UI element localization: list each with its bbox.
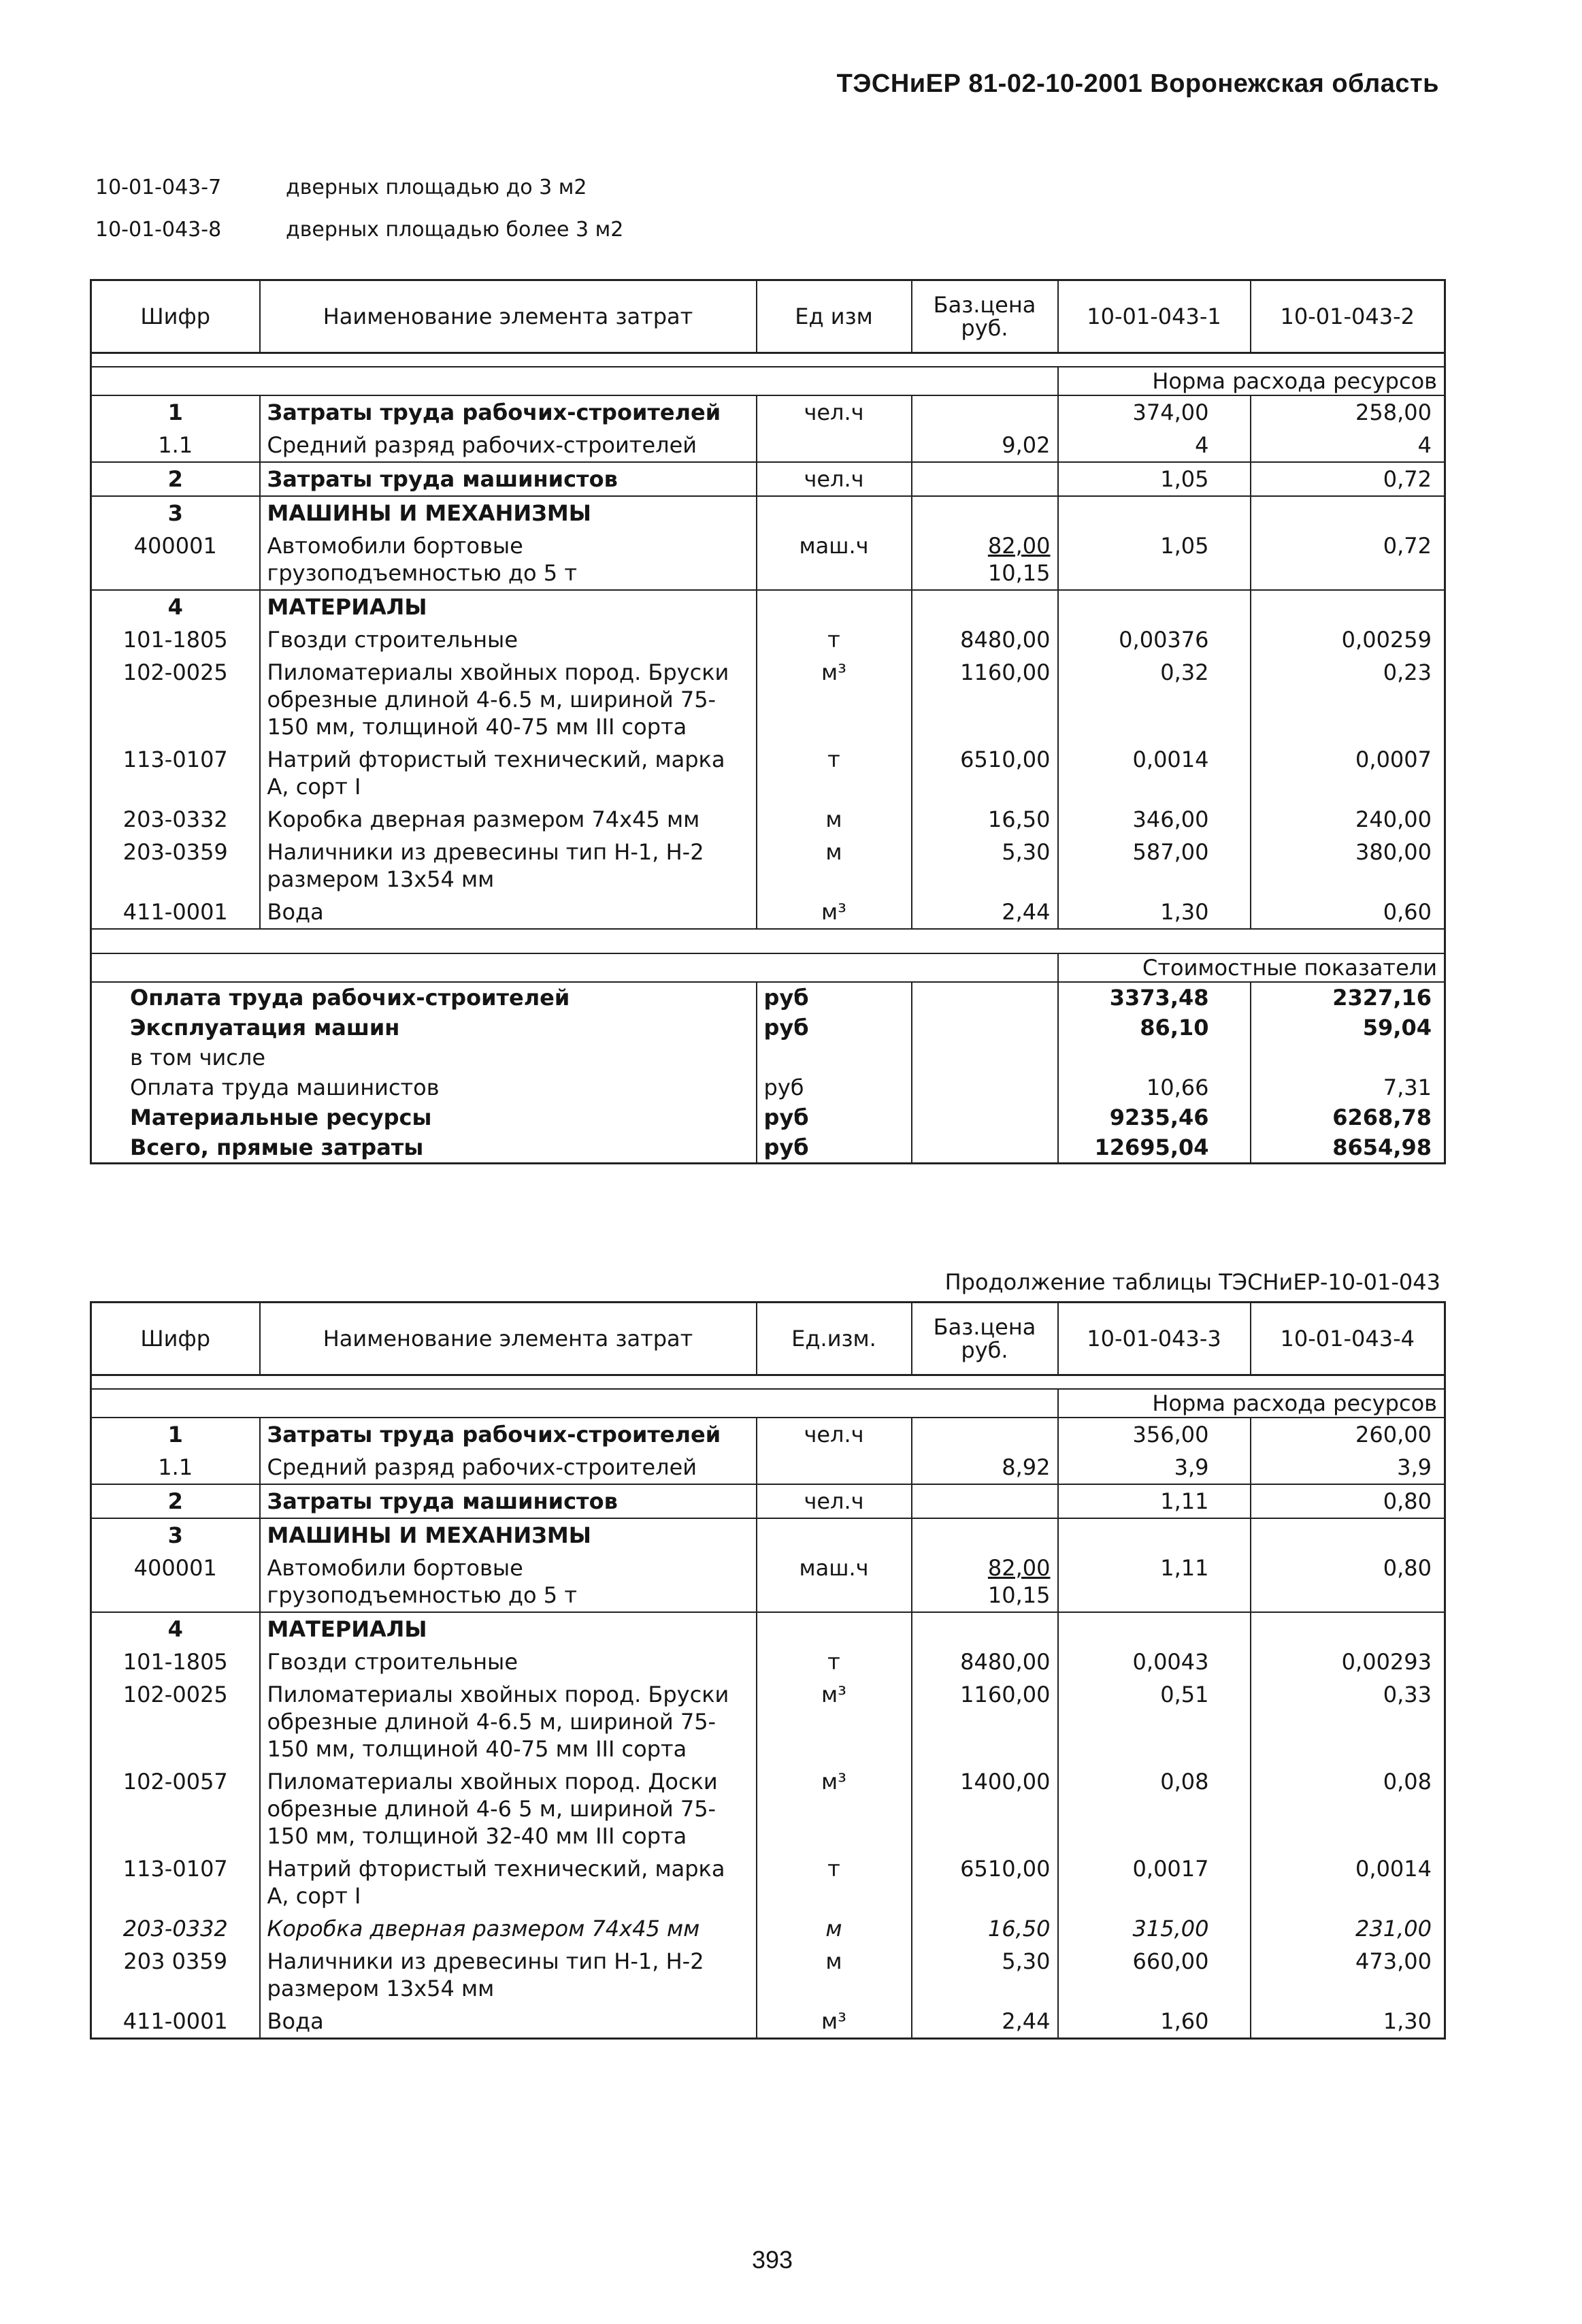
summary-empty	[912, 1073, 1058, 1102]
table-row	[91, 803, 1445, 836]
row-name: Затраты труда машинистов	[260, 1484, 757, 1518]
row-value-1	[1058, 1518, 1251, 1552]
header-cell: Баз.цена руб.	[912, 1303, 1058, 1375]
row-name: МАТЕРИАЛЫ	[260, 1612, 757, 1646]
row-name: Коробка дверная размером 74х45 мм	[260, 1912, 757, 1945]
row-code: 102-0025	[122, 659, 228, 685]
row-value-1	[1058, 496, 1251, 529]
row-code: 4	[91, 1612, 260, 1646]
pre-item-text: дверных площадью до 3 м2	[286, 176, 587, 199]
row-value-2: 0,23	[1251, 656, 1445, 743]
row-price	[912, 496, 1058, 529]
row-value-1: 0,00376	[1058, 623, 1251, 656]
row-price: 2,44	[912, 896, 1058, 929]
row-code: 1	[91, 1418, 260, 1451]
header-cell: 10-01-043-1	[1058, 280, 1251, 353]
row-value-1: 660,00	[1058, 1945, 1251, 2005]
summary-row	[91, 1013, 1445, 1043]
row-price: 2,44	[912, 2005, 1058, 2039]
summary-row	[91, 1073, 1445, 1102]
continuation-caption: Продолжение таблицы ТЭСНиЕР-10-01-043	[944, 1269, 1440, 1295]
row-value-2: 380,00	[1251, 836, 1445, 896]
row-unit: м	[757, 836, 912, 896]
row-price: 9,02	[912, 429, 1058, 462]
row-value-1: 1,11	[1058, 1552, 1251, 1612]
row-value-1: 1,05	[1058, 462, 1251, 496]
header-cell: Наименование элемента затрат	[260, 280, 757, 353]
summary-empty	[912, 1102, 1058, 1132]
table-row	[91, 1765, 1445, 1852]
row-value-2: 1,30	[1251, 2005, 1445, 2039]
table-row	[91, 1418, 1445, 1451]
table-row	[91, 1484, 1445, 1518]
row-name: Затраты труда рабочих-строителей	[260, 1418, 757, 1451]
page-number: 393	[752, 2246, 793, 2274]
row-unit	[757, 1518, 912, 1552]
row-value-1: 0,0014	[1058, 743, 1251, 803]
row-unit: м³	[757, 656, 912, 743]
row-code: 400001	[133, 1555, 217, 1581]
row-value-1: 4	[1058, 429, 1251, 462]
pre-item	[95, 218, 623, 242]
row-name: Наличники из древесины тип Н-1, Н-2 размером 13х54 мм	[260, 836, 757, 896]
row-price: 16,50	[912, 803, 1058, 836]
row-name: Затраты труда машинистов	[260, 462, 757, 496]
row-value-1: 1,60	[1058, 2005, 1251, 2039]
summary-name: Материальные ресурсы	[130, 1104, 432, 1130]
row-unit	[757, 429, 912, 462]
resource-table-2	[90, 1301, 1446, 2040]
row-name: Наличники из древесины тип Н-1, Н-2 размером 13х54 мм	[260, 1945, 757, 2005]
row-price: 8,92	[912, 1451, 1058, 1484]
norm-label: Норма расхода ресурсов	[1058, 367, 1445, 395]
row-name: Вода	[260, 896, 757, 929]
row-value-2: 0,72	[1251, 529, 1445, 590]
row-unit: маш.ч	[757, 1552, 912, 1612]
summary-unit	[757, 1043, 912, 1073]
header-cell: Баз.цена руб.	[912, 280, 1058, 353]
row-name: Натрий фтористый технический, марка А, сорт I	[260, 743, 757, 803]
row-price: 1160,00	[912, 656, 1058, 743]
summary-body	[91, 982, 1445, 1164]
row-name: МАТЕРИАЛЫ	[260, 590, 757, 623]
price-wage: 10,15	[987, 560, 1051, 586]
row-unit: чел.ч	[757, 1418, 912, 1451]
table-row	[91, 1552, 1445, 1612]
row-value-2: 4	[1251, 429, 1445, 462]
pre-item-code: 10-01-043-7	[95, 176, 222, 199]
row-code: 101-1805	[122, 627, 228, 653]
norm-label-row	[91, 1389, 1445, 1418]
row-value-1: 1,05	[1058, 529, 1251, 590]
row-unit: т	[757, 1646, 912, 1678]
row-code: 2	[91, 462, 260, 496]
row-value-1: 346,00	[1058, 803, 1251, 836]
row-value-1: 1,11	[1058, 1484, 1251, 1518]
row-price: 16,50	[912, 1912, 1058, 1945]
resource-table-1	[90, 279, 1446, 1164]
row-code: 203-0332	[122, 806, 228, 832]
pre-item-code: 10-01-043-8	[95, 218, 222, 242]
header-cell: 10-01-043-2	[1251, 280, 1445, 353]
cost-label: Стоимостные показатели	[1058, 953, 1445, 982]
summary-row	[91, 982, 1445, 1013]
row-code: 101-1805	[122, 1649, 228, 1675]
cost-label-row	[91, 953, 1445, 982]
table-row	[91, 656, 1445, 743]
summary-empty	[912, 1013, 1058, 1043]
header-cell: Шифр	[91, 1303, 260, 1375]
summary-unit: руб	[757, 982, 912, 1013]
row-unit: м³	[757, 1765, 912, 1852]
row-value-2: 473,00	[1251, 1945, 1445, 2005]
row-unit	[757, 1451, 912, 1484]
summary-value-1: 9235,46	[1058, 1102, 1251, 1132]
summary-name: Эксплуатация машин	[130, 1015, 400, 1041]
row-price: 1400,00	[912, 1765, 1058, 1852]
row-name: Гвозди строительные	[260, 1646, 757, 1678]
row-price: 6510,00	[912, 743, 1058, 803]
summary-row	[91, 1102, 1445, 1132]
row-unit: м³	[757, 896, 912, 929]
table-body	[91, 395, 1445, 929]
row-value-2: 0,0007	[1251, 743, 1445, 803]
summary-name: в том числе	[130, 1045, 265, 1070]
summary-value-1: 3373,48	[1058, 982, 1251, 1013]
row-name: Натрий фтористый технический, марка А, сорт I	[260, 1852, 757, 1912]
row-price	[912, 1484, 1058, 1518]
summary-value-1	[1058, 1043, 1251, 1073]
row-value-2: 0,80	[1251, 1484, 1445, 1518]
row-value-2: 240,00	[1251, 803, 1445, 836]
row-price: 5,30	[912, 1945, 1058, 2005]
row-value-1: 374,00	[1058, 395, 1251, 429]
row-value-1	[1058, 590, 1251, 623]
row-name: Средний разряд рабочих-строителей	[260, 1451, 757, 1484]
row-code: 203-0332	[122, 1916, 228, 1942]
row-unit: м³	[757, 2005, 912, 2039]
row-unit	[757, 1612, 912, 1646]
row-value-2: 260,00	[1251, 1418, 1445, 1451]
price-main: 82,00	[987, 533, 1051, 559]
summary-unit: руб	[757, 1102, 912, 1132]
row-value-2: 0,00293	[1251, 1646, 1445, 1678]
norm-label-row	[91, 367, 1445, 395]
row-unit	[757, 590, 912, 623]
summary-unit: руб	[757, 1073, 912, 1102]
row-price: 8480,00	[912, 623, 1058, 656]
row-price	[912, 1612, 1058, 1646]
row-code: 4	[91, 590, 260, 623]
row-code: 411-0001	[122, 899, 228, 925]
summary-empty	[912, 982, 1058, 1013]
header-cell: Наименование элемента затрат	[260, 1303, 757, 1375]
table-row	[91, 1912, 1445, 1945]
summary-name: Оплата труда машинистов	[130, 1075, 440, 1100]
row-code: 3	[91, 1518, 260, 1552]
pre-item	[95, 176, 587, 199]
row-price: 1160,00	[912, 1678, 1058, 1765]
header-cell: 10-01-043-3	[1058, 1303, 1251, 1375]
row-value-2: 0,00259	[1251, 623, 1445, 656]
summary-unit: руб	[757, 1013, 912, 1043]
row-name: МАШИНЫ И МЕХАНИЗМЫ	[260, 1518, 757, 1552]
row-code: 3	[91, 496, 260, 529]
summary-empty	[912, 1043, 1058, 1073]
row-code: 203 0359	[123, 1948, 228, 1974]
table-row	[91, 462, 1445, 496]
row-value-2: 0,33	[1251, 1678, 1445, 1765]
row-value-2: 0,80	[1251, 1552, 1445, 1612]
row-code: 113-0107	[122, 1856, 228, 1882]
row-value-2: 258,00	[1251, 395, 1445, 429]
row-value-1: 356,00	[1058, 1418, 1251, 1451]
header-cell: 10-01-043-4	[1251, 1303, 1445, 1375]
row-unit: маш.ч	[757, 529, 912, 590]
table-row	[91, 1451, 1445, 1484]
summary-value-2	[1251, 1043, 1445, 1073]
header-cell: Шифр	[91, 280, 260, 353]
row-price	[912, 1518, 1058, 1552]
row-value-2: 0,0014	[1251, 1852, 1445, 1912]
row-name: Коробка дверная размером 74х45 мм	[260, 803, 757, 836]
row-price	[912, 395, 1058, 429]
row-unit: т	[757, 743, 912, 803]
summary-value-2: 6268,78	[1251, 1102, 1445, 1132]
table-row	[91, 1678, 1445, 1765]
row-code: 411-0001	[122, 2008, 228, 2034]
row-value-1: 1,30	[1058, 896, 1251, 929]
row-value-1: 3,9	[1058, 1451, 1251, 1484]
table-row	[91, 395, 1445, 429]
row-name: Затраты труда рабочих-строителей	[260, 395, 757, 429]
row-name: Пиломатериалы хвойных пород. Бруски обрезные длиной 4-6.5 м, шириной 75-150 мм, толщиной 40-75 мм III сорта	[260, 1678, 757, 1765]
table-row	[91, 1518, 1445, 1552]
row-price	[912, 1418, 1058, 1451]
row-price	[912, 462, 1058, 496]
row-name: МАШИНЫ И МЕХАНИЗМЫ	[260, 496, 757, 529]
table-row	[91, 623, 1445, 656]
row-value-2: 231,00	[1251, 1912, 1445, 1945]
table-row	[91, 2005, 1445, 2039]
row-value-1: 0,32	[1058, 656, 1251, 743]
table-row	[91, 896, 1445, 929]
table-body	[91, 1418, 1445, 2039]
row-value-1: 587,00	[1058, 836, 1251, 896]
pre-item-text: дверных площадью более 3 м2	[286, 218, 624, 242]
row-unit: чел.ч	[757, 1484, 912, 1518]
row-value-1: 0,0017	[1058, 1852, 1251, 1912]
table-row	[91, 1945, 1445, 2005]
norm-label: Норма расхода ресурсов	[1058, 1389, 1445, 1418]
table-row	[91, 743, 1445, 803]
row-value-1: 0,51	[1058, 1678, 1251, 1765]
summary-name: Оплата труда рабочих-строителей	[130, 985, 570, 1011]
summary-name: Всего, прямые затраты	[130, 1134, 424, 1160]
row-code: 203-0359	[122, 839, 228, 865]
row-price	[912, 590, 1058, 623]
summary-value-2: 8654,98	[1251, 1132, 1445, 1164]
price-wage: 10,15	[987, 1582, 1051, 1608]
row-value-2	[1251, 1518, 1445, 1552]
table-header-row	[91, 280, 1445, 353]
row-code: 2	[91, 1484, 260, 1518]
row-code: 102-0025	[122, 1682, 228, 1707]
row-price	[912, 529, 1058, 590]
row-price: 8480,00	[912, 1646, 1058, 1678]
row-price: 5,30	[912, 836, 1058, 896]
row-code: 102-0057	[122, 1769, 228, 1795]
row-code: 113-0107	[122, 747, 228, 772]
summary-value-1: 12695,04	[1058, 1132, 1251, 1164]
row-value-1: 315,00	[1058, 1912, 1251, 1945]
row-name: Автомобили бортовые грузоподъемностью до 5 т	[260, 529, 757, 590]
table-row	[91, 496, 1445, 529]
row-price	[912, 1552, 1058, 1612]
table-row	[91, 529, 1445, 590]
table-row	[91, 836, 1445, 896]
summary-value-2: 2327,16	[1251, 982, 1445, 1013]
page-header-title: ТЭСНиЕР 81-02-10-2001 Воронежская область	[836, 69, 1439, 98]
summary-row	[91, 1043, 1445, 1073]
table-row	[91, 1612, 1445, 1646]
row-unit	[757, 496, 912, 529]
summary-row	[91, 1132, 1445, 1164]
summary-value-2: 59,04	[1251, 1013, 1445, 1043]
row-value-2	[1251, 590, 1445, 623]
row-code: 400001	[133, 533, 217, 559]
row-value-2: 0,08	[1251, 1765, 1445, 1852]
row-unit: чел.ч	[757, 395, 912, 429]
row-value-2: 0,72	[1251, 462, 1445, 496]
row-unit: м	[757, 803, 912, 836]
summary-unit: руб	[757, 1132, 912, 1164]
row-code: 1.1	[158, 432, 193, 458]
row-name: Вода	[260, 2005, 757, 2039]
row-value-2	[1251, 1612, 1445, 1646]
row-code: 1.1	[158, 1454, 193, 1480]
table-row	[91, 429, 1445, 462]
row-name: Гвозди строительные	[260, 623, 757, 656]
row-name: Автомобили бортовые грузоподъемностью до 5 т	[260, 1552, 757, 1612]
row-value-1: 0,08	[1058, 1765, 1251, 1852]
row-name: Пиломатериалы хвойных пород. Доски обрезные длиной 4-6 5 м, шириной 75-150 мм, толщиной 32-40 мм III сорта	[260, 1765, 757, 1852]
table-row	[91, 1852, 1445, 1912]
row-code: 1	[91, 395, 260, 429]
summary-empty	[912, 1132, 1058, 1164]
row-value-1	[1058, 1612, 1251, 1646]
row-value-2	[1251, 496, 1445, 529]
row-unit: м	[757, 1912, 912, 1945]
row-value-1: 0,0043	[1058, 1646, 1251, 1678]
row-unit: м³	[757, 1678, 912, 1765]
price-main: 82,00	[987, 1555, 1051, 1581]
row-unit: м	[757, 1945, 912, 2005]
header-cell: Ед.изм.	[757, 1303, 912, 1375]
row-unit: т	[757, 1852, 912, 1912]
row-price: 6510,00	[912, 1852, 1058, 1912]
row-unit: чел.ч	[757, 462, 912, 496]
table-row	[91, 590, 1445, 623]
table-row	[91, 1646, 1445, 1678]
row-unit: т	[757, 623, 912, 656]
row-value-2: 0,60	[1251, 896, 1445, 929]
row-value-2: 3,9	[1251, 1451, 1445, 1484]
summary-value-1: 10,66	[1058, 1073, 1251, 1102]
table-header-row	[91, 1303, 1445, 1375]
summary-value-1: 86,10	[1058, 1013, 1251, 1043]
header-cell: Ед изм	[757, 280, 912, 353]
row-name: Пиломатериалы хвойных пород. Бруски обрезные длиной 4-6.5 м, шириной 75-150 мм, толщиной 40-75 мм III сорта	[260, 656, 757, 743]
row-name: Средний разряд рабочих-строителей	[260, 429, 757, 462]
summary-value-2: 7,31	[1251, 1073, 1445, 1102]
